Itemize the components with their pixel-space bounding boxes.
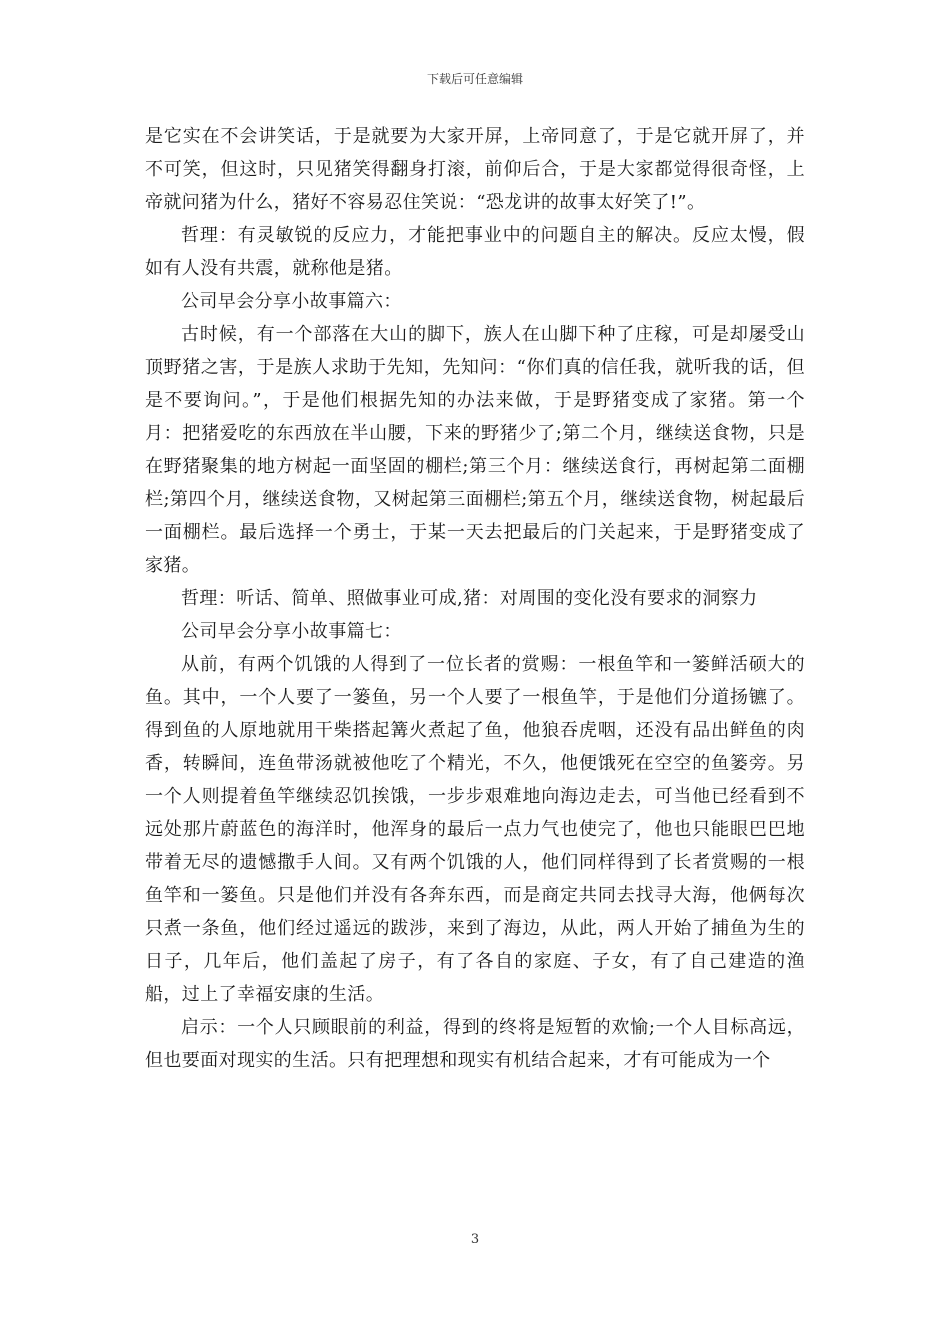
- page-number: 3: [470, 1232, 480, 1247]
- paragraph-7: 从前，有两个饥饿的人得到了一位长者的赏赐：一根鱼竿和一篓鲜活硕大的鱼。其中，一个人要了一篓鱼，另一个人要了一根鱼竿，于是他们分道扬镳了。得到鱼的人原地就用干柴搭起篝火煮起了鱼，他狼吞虎咽，还没有品出鲜鱼的肉香，转瞬间，连鱼带汤就被他吃了个精光，不久，他便饿死在空空的鱼篓旁。另一个人则提着鱼竿继续忍饥挨饿，一步步艰难地向海边走去，可当他已经看到不远处那片蔚蓝色的海洋时，他浑身的最后一点力气也使完了，他也只能眼巴巴地带着无尽的遗憾撒手人间。又有两个饥饿的人，他们同样得到了长者赏赐的一根鱼竿和一篓鱼。只是他们并没有各奔东西，而是商定共同去找寻大海，他俩每次只煮一条鱼，他们经过遥远的跋涉，来到了海边，从此，两人开始了捕鱼为生的日子，几年后，他们盖起了房子，有了各自的家庭、子女，有了自己建造的渔船，过上了幸福安康的生活。: [145, 654, 805, 1005]
- paragraph-8: 启示：一个人只顾眼前的利益，得到的终将是短暂的欢愉;一个人目标高远，但也要面对现实的生活。只有把理想和现实有机结合起来，才有可能成为一个: [145, 1017, 805, 1071]
- paragraph-1: 是它实在不会讲笑话，于是就要为大家开屏，上帝同意了，于是它就开屏了，并不可笑，但这时，只见猪笑得翻身打滚，前仰后合，于是大家都觉得很奇怪，上帝就问猪为什么，猪好不容易忍住笑说：“恐龙讲的故事太好笑了!”。: [145, 126, 805, 213]
- paragraph-5: 哲理：听话、简单、照做事业可成,猪：对周围的变化没有要求的洞察力: [181, 588, 758, 609]
- page-header: 下载后可任意编辑: [426, 72, 523, 86]
- paragraph-4: 古时候，有一个部落在大山的脚下，族人在山脚下种了庄稼，可是却屡受山顶野猪之害，于是族人求助于先知，先知问：“你们真的信任我，就听我的话，但是不要询问。”，于是他们根据先知的办法来做，于是野猪变成了家猪。第一个月：把猪爱吃的东西放在半山腰，下来的野猪少了;第二个月，继续送食物，只是在野猪聚集的地方树起一面坚固的棚栏;第三个月：继续送食行，再树起第二面棚栏;第四个月，继续送食物，又树起第三面棚栏;第五个月，继续送食物，树起最后一面棚栏。最后选择一个勇士，于某一天去把最后的门关起来，于是野猪变成了家猪。: [145, 324, 805, 576]
- section-heading-7: 公司早会分享小故事篇七：: [181, 621, 402, 642]
- body-text: [145, 120, 805, 1077]
- paragraph-2: 哲理：有灵敏锐的反应力，才能把事业中的问题自主的解决。反应太慢，假如有人没有共震，就称他是猪。: [145, 225, 805, 279]
- section-heading-6: 公司早会分享小故事篇六：: [181, 291, 402, 312]
